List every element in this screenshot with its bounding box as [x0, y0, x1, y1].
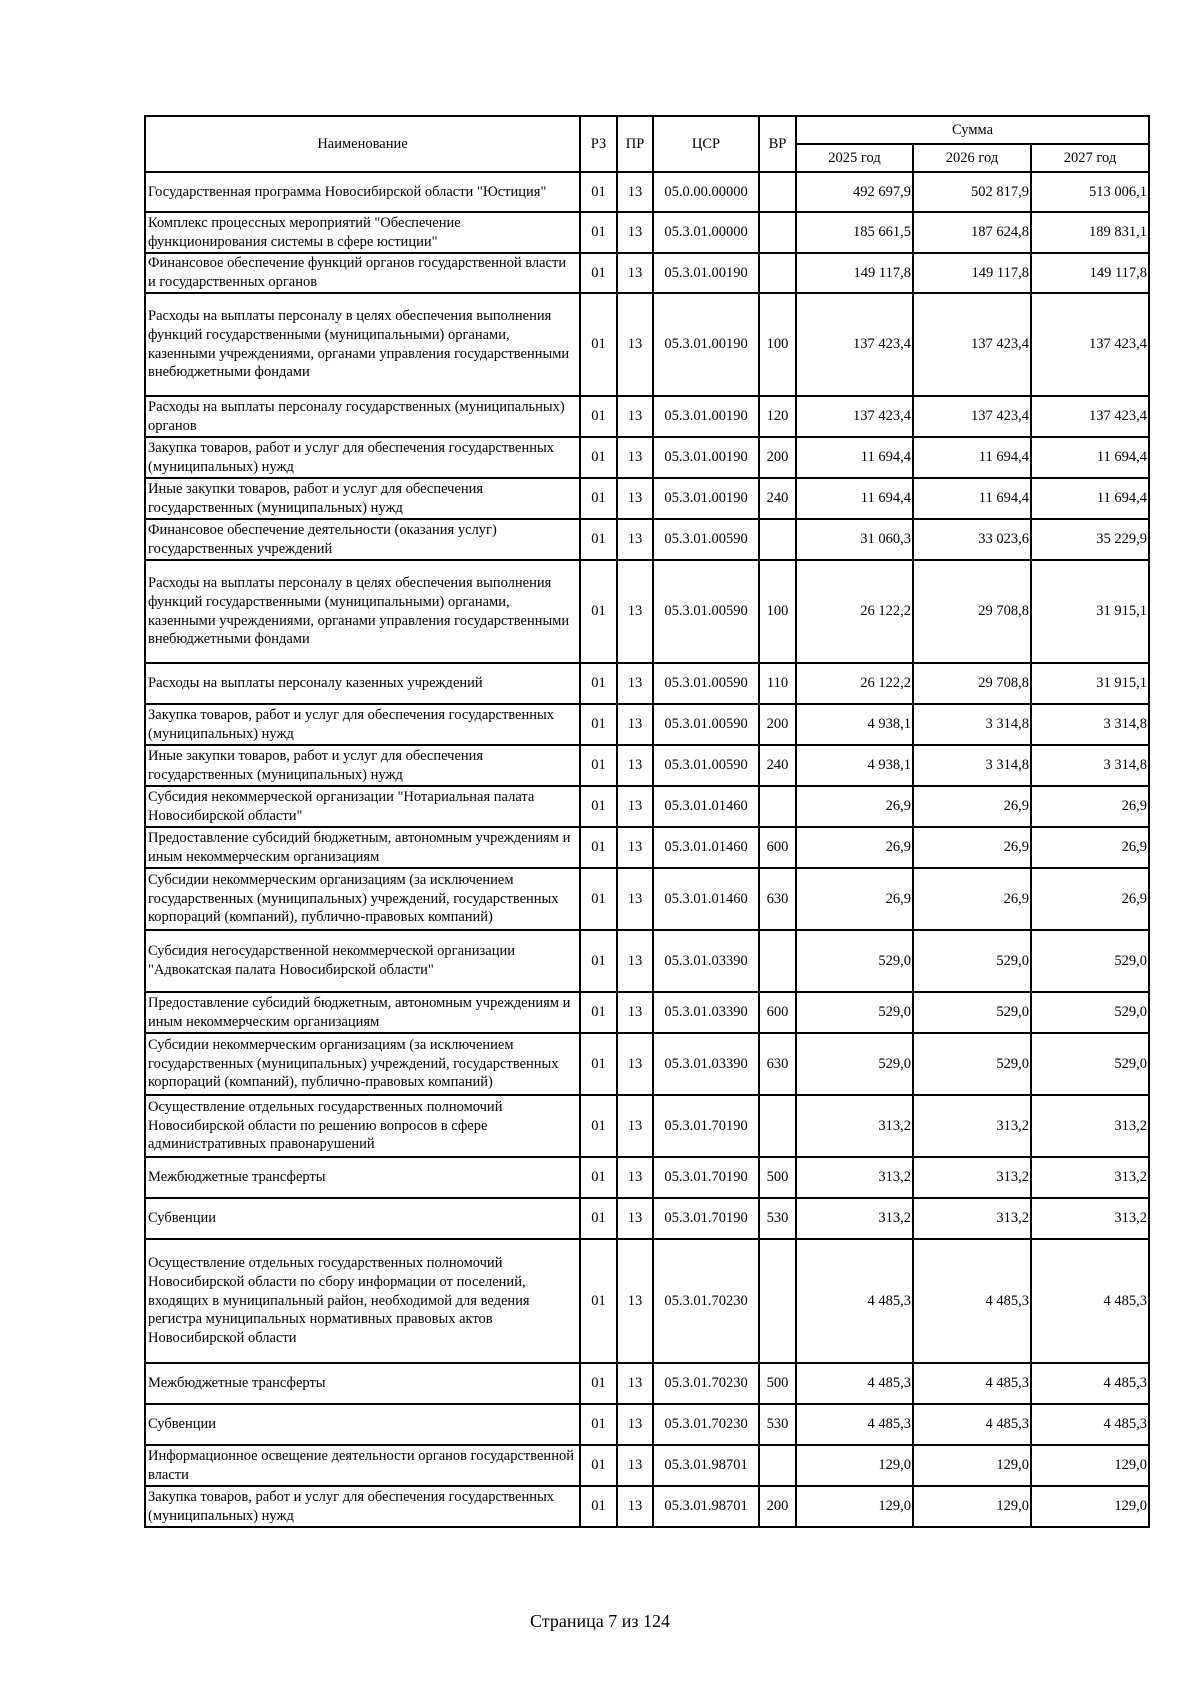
- cell-pr: 13: [617, 745, 653, 786]
- cell-vr: 500: [759, 1363, 796, 1404]
- cell-name: Субсидии некоммерческим организациям (за исключением государственных (муниципальных) учреждений, государственных корпораций (компаний), публично-правовых компаний): [145, 1033, 580, 1095]
- cell-2026: 4 485,3: [913, 1239, 1031, 1363]
- cell-2026: 4 485,3: [913, 1363, 1031, 1404]
- cell-name: Закупка товаров, работ и услуг для обеспечения государственных (муниципальных) нужд: [145, 1486, 580, 1527]
- cell-vr: 600: [759, 992, 796, 1033]
- cell-2025: 529,0: [796, 930, 913, 992]
- cell-2026: 187 624,8: [913, 212, 1031, 253]
- cell-2025: 4 938,1: [796, 745, 913, 786]
- cell-rz: 01: [580, 172, 617, 212]
- cell-2026: 529,0: [913, 930, 1031, 992]
- cell-csr: 05.3.01.70190: [653, 1198, 759, 1239]
- cell-2025: 185 661,5: [796, 212, 913, 253]
- cell-rz: 01: [580, 437, 617, 478]
- cell-vr: 100: [759, 293, 796, 396]
- cell-2027: 529,0: [1031, 930, 1149, 992]
- cell-2025: 529,0: [796, 1033, 913, 1095]
- cell-vr: [759, 1095, 796, 1157]
- cell-vr: 110: [759, 663, 796, 704]
- cell-vr: 240: [759, 478, 796, 519]
- cell-name: Государственная программа Новосибирской области "Юстиция": [145, 172, 580, 212]
- cell-csr: 05.3.01.00190: [653, 478, 759, 519]
- cell-csr: 05.3.01.03390: [653, 992, 759, 1033]
- cell-2025: 26,9: [796, 868, 913, 930]
- cell-rz: 01: [580, 478, 617, 519]
- cell-vr: [759, 253, 796, 293]
- table-row: [145, 930, 1149, 992]
- cell-csr: 05.3.01.01460: [653, 868, 759, 930]
- table-row: [145, 519, 1149, 560]
- cell-pr: 13: [617, 1095, 653, 1157]
- cell-pr: 13: [617, 396, 653, 437]
- cell-csr: 05.3.01.70230: [653, 1404, 759, 1445]
- cell-rz: 01: [580, 868, 617, 930]
- cell-csr: 05.3.01.00590: [653, 560, 759, 663]
- cell-2027: 3 314,8: [1031, 745, 1149, 786]
- cell-csr: 05.0.00.00000: [653, 172, 759, 212]
- cell-rz: 01: [580, 786, 617, 827]
- cell-2026: 11 694,4: [913, 437, 1031, 478]
- cell-pr: 13: [617, 1486, 653, 1527]
- cell-csr: 05.3.01.01460: [653, 786, 759, 827]
- cell-vr: [759, 519, 796, 560]
- table-row: [145, 1033, 1149, 1095]
- cell-vr: 600: [759, 827, 796, 868]
- cell-2027: 129,0: [1031, 1486, 1149, 1527]
- cell-name: Расходы на выплаты персоналу казенных учреждений: [145, 663, 580, 704]
- cell-name: Предоставление субсидий бюджетным, автономным учреждениям и иным некоммерческим организациям: [145, 827, 580, 868]
- table-row: [145, 663, 1149, 704]
- table-row: [145, 172, 1149, 212]
- budget-table: [144, 115, 1150, 1528]
- cell-2026: 313,2: [913, 1095, 1031, 1157]
- cell-2027: 11 694,4: [1031, 437, 1149, 478]
- cell-vr: 530: [759, 1404, 796, 1445]
- cell-csr: 05.3.01.00590: [653, 745, 759, 786]
- table-row: [145, 1404, 1149, 1445]
- cell-pr: 13: [617, 1033, 653, 1095]
- cell-name: Субсидии некоммерческим организациям (за исключением государственных (муниципальных) учреждений, государственных корпораций (компаний), публично-правовых компаний): [145, 868, 580, 930]
- cell-2025: 4 485,3: [796, 1363, 913, 1404]
- cell-vr: 500: [759, 1157, 796, 1198]
- cell-name: Расходы на выплаты персоналу государственных (муниципальных) органов: [145, 396, 580, 437]
- table-row: [145, 212, 1149, 253]
- cell-vr: [759, 212, 796, 253]
- cell-csr: 05.3.01.00000: [653, 212, 759, 253]
- page-number: Страница 7 из 124: [530, 1611, 670, 1631]
- table-row: [145, 1363, 1149, 1404]
- cell-pr: 13: [617, 1445, 653, 1486]
- cell-2026: 11 694,4: [913, 478, 1031, 519]
- cell-2026: 26,9: [913, 786, 1031, 827]
- header-csr: ЦСР: [653, 116, 759, 172]
- cell-csr: 05.3.01.98701: [653, 1486, 759, 1527]
- cell-csr: 05.3.01.70190: [653, 1157, 759, 1198]
- cell-pr: 13: [617, 868, 653, 930]
- cell-2027: 313,2: [1031, 1198, 1149, 1239]
- cell-pr: 13: [617, 786, 653, 827]
- cell-rz: 01: [580, 1095, 617, 1157]
- cell-2025: 11 694,4: [796, 437, 913, 478]
- cell-pr: 13: [617, 478, 653, 519]
- cell-2025: 529,0: [796, 992, 913, 1033]
- cell-rz: 01: [580, 560, 617, 663]
- cell-csr: 05.3.01.03390: [653, 1033, 759, 1095]
- table-row: [145, 1157, 1149, 1198]
- cell-name: Иные закупки товаров, работ и услуг для обеспечения государственных (муниципальных) нужд: [145, 745, 580, 786]
- cell-2027: 31 915,1: [1031, 560, 1149, 663]
- cell-rz: 01: [580, 1033, 617, 1095]
- cell-2027: 189 831,1: [1031, 212, 1149, 253]
- cell-2025: 137 423,4: [796, 396, 913, 437]
- cell-pr: 13: [617, 253, 653, 293]
- cell-name: Закупка товаров, работ и услуг для обеспечения государственных (муниципальных) нужд: [145, 437, 580, 478]
- cell-name: Иные закупки товаров, работ и услуг для обеспечения государственных (муниципальных) нужд: [145, 478, 580, 519]
- cell-2025: 26,9: [796, 786, 913, 827]
- cell-2026: 29 708,8: [913, 663, 1031, 704]
- header-year-2026: 2026 год: [913, 144, 1031, 172]
- cell-2027: 513 006,1: [1031, 172, 1149, 212]
- table-row: [145, 478, 1149, 519]
- cell-name: Финансовое обеспечение деятельности (оказания услуг) государственных учреждений: [145, 519, 580, 560]
- cell-rz: 01: [580, 253, 617, 293]
- cell-2026: 33 023,6: [913, 519, 1031, 560]
- cell-2025: 26,9: [796, 827, 913, 868]
- cell-csr: 05.3.01.03390: [653, 930, 759, 992]
- cell-2025: 129,0: [796, 1486, 913, 1527]
- table-row: [145, 293, 1149, 396]
- cell-2026: 3 314,8: [913, 704, 1031, 745]
- cell-rz: 01: [580, 1198, 617, 1239]
- cell-pr: 13: [617, 1363, 653, 1404]
- table-row: [145, 827, 1149, 868]
- cell-2026: 137 423,4: [913, 293, 1031, 396]
- cell-rz: 01: [580, 519, 617, 560]
- cell-2027: 3 314,8: [1031, 704, 1149, 745]
- cell-name: Закупка товаров, работ и услуг для обеспечения государственных (муниципальных) нужд: [145, 704, 580, 745]
- cell-csr: 05.3.01.00190: [653, 437, 759, 478]
- cell-name: Финансовое обеспечение функций органов государственной власти и государственных органов: [145, 253, 580, 293]
- cell-2026: 29 708,8: [913, 560, 1031, 663]
- cell-name: Субсидия негосударственной некоммерческой организации "Адвокатская палата Новосибирской области": [145, 930, 580, 992]
- cell-2026: 26,9: [913, 827, 1031, 868]
- table-row: [145, 1239, 1149, 1363]
- cell-2027: 137 423,4: [1031, 293, 1149, 396]
- cell-2027: 129,0: [1031, 1445, 1149, 1486]
- cell-name: Субвенции: [145, 1198, 580, 1239]
- cell-2026: 529,0: [913, 1033, 1031, 1095]
- cell-vr: 120: [759, 396, 796, 437]
- cell-rz: 01: [580, 212, 617, 253]
- cell-csr: 05.3.01.00190: [653, 293, 759, 396]
- cell-pr: 13: [617, 519, 653, 560]
- cell-rz: 01: [580, 1157, 617, 1198]
- cell-2026: 4 485,3: [913, 1404, 1031, 1445]
- cell-2027: 149 117,8: [1031, 253, 1149, 293]
- cell-rz: 01: [580, 1363, 617, 1404]
- cell-2027: 529,0: [1031, 1033, 1149, 1095]
- table-row: [145, 253, 1149, 293]
- cell-csr: 05.3.01.70230: [653, 1239, 759, 1363]
- header-rz: РЗ: [580, 116, 617, 172]
- cell-2027: 26,9: [1031, 827, 1149, 868]
- cell-vr: [759, 1445, 796, 1486]
- cell-rz: 01: [580, 1239, 617, 1363]
- cell-vr: 200: [759, 1486, 796, 1527]
- cell-2026: 149 117,8: [913, 253, 1031, 293]
- cell-name: Субвенции: [145, 1404, 580, 1445]
- cell-2027: 26,9: [1031, 868, 1149, 930]
- cell-2026: 26,9: [913, 868, 1031, 930]
- cell-rz: 01: [580, 992, 617, 1033]
- header-name: Наименование: [145, 116, 580, 172]
- header-year-2025: 2025 год: [796, 144, 913, 172]
- cell-rz: 01: [580, 396, 617, 437]
- table-row: [145, 704, 1149, 745]
- cell-name: Субсидия некоммерческой организации "Нотариальная палата Новосибирской области": [145, 786, 580, 827]
- cell-rz: 01: [580, 1486, 617, 1527]
- cell-pr: 13: [617, 1239, 653, 1363]
- cell-csr: 05.3.01.00190: [653, 253, 759, 293]
- cell-2026: 3 314,8: [913, 745, 1031, 786]
- header-sum: Сумма: [796, 116, 1149, 144]
- cell-pr: 13: [617, 827, 653, 868]
- cell-rz: 01: [580, 293, 617, 396]
- cell-name: Межбюджетные трансферты: [145, 1157, 580, 1198]
- cell-csr: 05.3.01.00590: [653, 704, 759, 745]
- cell-2025: 149 117,8: [796, 253, 913, 293]
- cell-2027: 529,0: [1031, 992, 1149, 1033]
- table-row: [145, 745, 1149, 786]
- cell-rz: 01: [580, 1445, 617, 1486]
- table-row: [145, 786, 1149, 827]
- cell-csr: 05.3.01.00590: [653, 663, 759, 704]
- cell-2027: 4 485,3: [1031, 1239, 1149, 1363]
- cell-2027: 4 485,3: [1031, 1404, 1149, 1445]
- header-row: [145, 116, 1149, 144]
- cell-rz: 01: [580, 1404, 617, 1445]
- cell-vr: 200: [759, 704, 796, 745]
- cell-pr: 13: [617, 663, 653, 704]
- cell-2027: 11 694,4: [1031, 478, 1149, 519]
- cell-2025: 4 485,3: [796, 1404, 913, 1445]
- cell-pr: 13: [617, 293, 653, 396]
- cell-vr: 630: [759, 868, 796, 930]
- cell-vr: [759, 172, 796, 212]
- cell-csr: 05.3.01.70190: [653, 1095, 759, 1157]
- cell-pr: 13: [617, 930, 653, 992]
- cell-name: Межбюджетные трансферты: [145, 1363, 580, 1404]
- cell-name: Комплекс процессных мероприятий "Обеспечение функционирования системы в сфере юстиции": [145, 212, 580, 253]
- cell-2026: 129,0: [913, 1486, 1031, 1527]
- cell-2027: 26,9: [1031, 786, 1149, 827]
- cell-pr: 13: [617, 437, 653, 478]
- cell-vr: [759, 1239, 796, 1363]
- cell-vr: 100: [759, 560, 796, 663]
- cell-2025: 492 697,9: [796, 172, 913, 212]
- cell-2026: 137 423,4: [913, 396, 1031, 437]
- cell-rz: 01: [580, 827, 617, 868]
- table-row: [145, 560, 1149, 663]
- table-row: [145, 868, 1149, 930]
- cell-pr: 13: [617, 212, 653, 253]
- cell-vr: 630: [759, 1033, 796, 1095]
- cell-2025: 137 423,4: [796, 293, 913, 396]
- cell-2025: 4 485,3: [796, 1239, 913, 1363]
- table-row: [145, 437, 1149, 478]
- cell-2026: 529,0: [913, 992, 1031, 1033]
- cell-pr: 13: [617, 1157, 653, 1198]
- cell-vr: [759, 930, 796, 992]
- table-row: [145, 1486, 1149, 1527]
- cell-rz: 01: [580, 930, 617, 992]
- cell-2025: 129,0: [796, 1445, 913, 1486]
- cell-2025: 4 938,1: [796, 704, 913, 745]
- cell-2027: 137 423,4: [1031, 396, 1149, 437]
- cell-vr: 530: [759, 1198, 796, 1239]
- header-pr: ПР: [617, 116, 653, 172]
- cell-2027: 313,2: [1031, 1095, 1149, 1157]
- cell-2025: 26 122,2: [796, 560, 913, 663]
- cell-pr: 13: [617, 172, 653, 212]
- table-row: [145, 1445, 1149, 1486]
- cell-name: Расходы на выплаты персоналу в целях обеспечения выполнения функций государственными (муниципальными) органами, казенными учреждениями, органами управления государственными внебюджетными фондами: [145, 560, 580, 663]
- header-year-2027: 2027 год: [1031, 144, 1149, 172]
- cell-pr: 13: [617, 704, 653, 745]
- cell-2026: 313,2: [913, 1198, 1031, 1239]
- cell-csr: 05.3.01.01460: [653, 827, 759, 868]
- cell-2025: 313,2: [796, 1157, 913, 1198]
- cell-rz: 01: [580, 704, 617, 745]
- cell-csr: 05.3.01.00190: [653, 396, 759, 437]
- cell-pr: 13: [617, 1198, 653, 1239]
- cell-pr: 13: [617, 1404, 653, 1445]
- header-vr: ВР: [759, 116, 796, 172]
- table-body: [145, 172, 1149, 1527]
- cell-2025: 26 122,2: [796, 663, 913, 704]
- cell-csr: 05.3.01.98701: [653, 1445, 759, 1486]
- cell-2027: 35 229,9: [1031, 519, 1149, 560]
- cell-pr: 13: [617, 560, 653, 663]
- table-row: [145, 1095, 1149, 1157]
- cell-2025: 31 060,3: [796, 519, 913, 560]
- cell-name: Осуществление отдельных государственных полномочий Новосибирской области по сбору информации от поселений, входящих в муниципальный район, необходимой для ведения регистра муниципальных нормативных правовых актов Новосибирской области: [145, 1239, 580, 1363]
- cell-rz: 01: [580, 745, 617, 786]
- cell-2026: 129,0: [913, 1445, 1031, 1486]
- cell-rz: 01: [580, 663, 617, 704]
- cell-2027: 4 485,3: [1031, 1363, 1149, 1404]
- cell-name: Информационное освещение деятельности органов государственной власти: [145, 1445, 580, 1486]
- cell-pr: 13: [617, 992, 653, 1033]
- cell-name: Расходы на выплаты персоналу в целях обеспечения выполнения функций государственными (муниципальными) органами, казенными учреждениями, органами управления государственными внебюджетными фондами: [145, 293, 580, 396]
- cell-csr: 05.3.01.70230: [653, 1363, 759, 1404]
- cell-2025: 313,2: [796, 1095, 913, 1157]
- cell-2025: 11 694,4: [796, 478, 913, 519]
- cell-2027: 31 915,1: [1031, 663, 1149, 704]
- cell-2027: 313,2: [1031, 1157, 1149, 1198]
- table-row: [145, 992, 1149, 1033]
- cell-name: Предоставление субсидий бюджетным, автономным учреждениям и иным некоммерческим организациям: [145, 992, 580, 1033]
- table-row: [145, 396, 1149, 437]
- cell-vr: [759, 786, 796, 827]
- cell-csr: 05.3.01.00590: [653, 519, 759, 560]
- cell-2025: 313,2: [796, 1198, 913, 1239]
- cell-2026: 313,2: [913, 1157, 1031, 1198]
- cell-name: Осуществление отдельных государственных полномочий Новосибирской области по решению вопросов в сфере административных правонарушений: [145, 1095, 580, 1157]
- cell-vr: 240: [759, 745, 796, 786]
- cell-vr: 200: [759, 437, 796, 478]
- table-row: [145, 1198, 1149, 1239]
- cell-2026: 502 817,9: [913, 172, 1031, 212]
